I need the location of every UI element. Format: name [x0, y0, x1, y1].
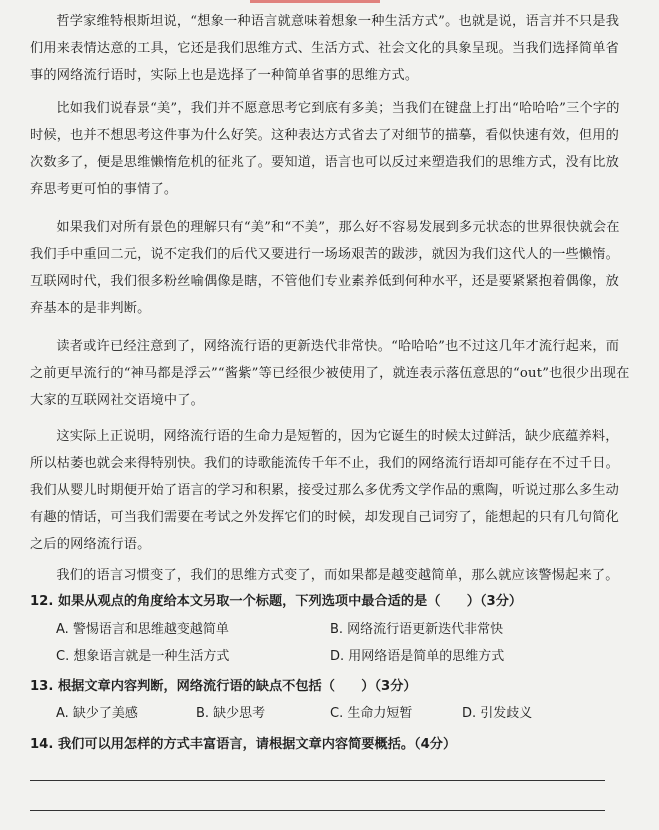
answer-line-2[interactable] [30, 810, 605, 811]
paragraph-3: 如果我们对所有景色的理解只有“美”和“不美”，那么好不容易发展到多元状态的世界很快就会在我们手中重回二元，说不定我们的后代又要进行一场场艰苦的跋涉，就因为我们这代人的一些懒惰。互联网时代，我们很多粉丝喻偶像是瞎，不管他们专业素养低到何种水平，还是要紧紧抱着偶像，放弃基本的是非判断。 [30, 220, 620, 316]
paragraph-1: 哲学家维特根斯坦说，“想象一种语言就意味着想象一种生活方式”。也就是说，语言并不只是我们用来表情达意的工具，它还是我们思维方式、生活方式、社会文化的具象呈现。当我们选择简单省事的网络流行语时，实际上也是选择了一种简单省事的思维方式。 [30, 14, 620, 83]
paragraph-5: 这实际上正说明，网络流行语的生命力是短暂的，因为它诞生的时候太过鲜活，缺少底蕴养料，所以枯萎也就会来得特别快。我们的诗歌能流传千年不止，我们的网络流行语却可能存在不过千日。我们从婴儿时期便开始了语言的学习和积累，接受过那么多优秀文学作品的熏陶，听说过那么多生动有趣的情话，可当我们需要在考试之外发挥它们的时候，却发现自己词穷了，能想起的只有几句简化之后的网络流行语。 [30, 429, 620, 552]
question-13-stem: 13. 根据文章内容判断，网络流行语的缺点不包括（ ）（3分） [30, 679, 417, 694]
q13-option-b[interactable]: B. 缺少思考 [196, 706, 266, 721]
q13-option-c[interactable]: C. 生命力短暂 [330, 706, 413, 721]
q12-option-a[interactable]: A. 警惕语言和思维越变越简单 [56, 622, 229, 637]
paragraph-4: 读者或许已经注意到了，网络流行语的更新迭代非常快。“哈哈哈”也不过这几年才流行起来，而之前更早流行的“神马都是浮云”“酱紫”等已经很少被使用了，就连表示落伍意思的“out”也很少出现在大家的互联网社交语境中了。 [30, 339, 630, 408]
paragraph-2: 比如我们说春景“美”，我们并不愿意思考它到底有多美；当我们在键盘上打出“哈哈哈”三个字的时候，也并不想思考这件事为什么好笑。这种表达方式省去了对细节的描摹，看似快速有效，但用的次数多了，便是思维懒惰危机的征兆了。要知道，语言也可以反过来塑造我们的思维方式，没有比放弃思考更可怕的事情了。 [30, 101, 620, 197]
q12-option-d[interactable]: D. 用网络语是简单的思维方式 [330, 649, 505, 664]
paragraph-6: 我们的语言习惯变了，我们的思维方式变了，而如果都是越变越简单，那么就应该警惕起来了。 [56, 568, 619, 583]
question-14-stem: 14. 我们可以用怎样的方式丰富语言，请根据文章内容简要概括。（4分） [30, 737, 457, 752]
q12-option-c[interactable]: C. 想象语言就是一种生活方式 [56, 649, 230, 664]
answer-line-1[interactable] [30, 780, 605, 781]
page-top-mark [250, 0, 380, 3]
q13-option-a[interactable]: A. 缺少了美感 [56, 706, 138, 721]
q13-option-d[interactable]: D. 引发歧义 [462, 706, 533, 721]
q12-option-b[interactable]: B. 网络流行语更新迭代非常快 [330, 622, 504, 637]
question-12-stem: 12. 如果从观点的角度给本文另取一个标题，下列选项中最合适的是（ ）（3分） [30, 594, 523, 609]
